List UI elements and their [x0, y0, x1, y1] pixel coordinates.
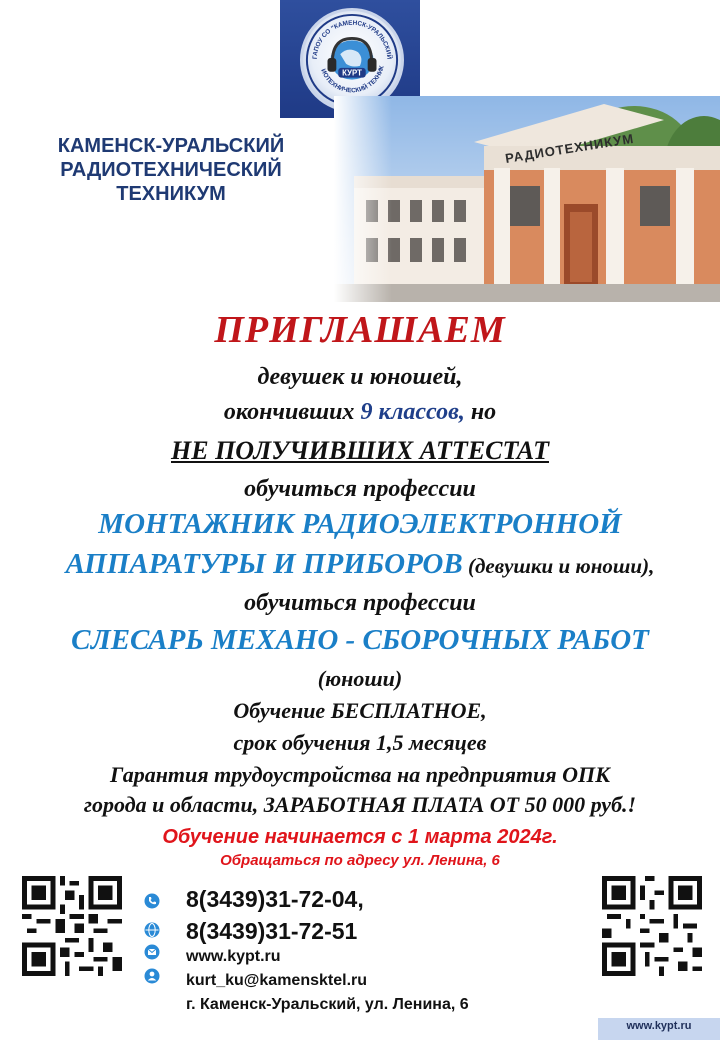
college-name: [16, 134, 326, 206]
email-link[interactable]: kurt_ku@kamensktel.ru: [186, 972, 368, 989]
email-icon: [144, 944, 160, 960]
duration-line: срок обучения 1,5 месяцев: [233, 730, 487, 755]
grade-line-part-3: но: [464, 399, 497, 425]
postal-address: г. Каменск-Уральский, ул. Ленина, 6: [186, 996, 469, 1013]
employment-line: Гарантия трудоустройства на предприятия ОПК: [109, 762, 611, 787]
start-date: Обучение начинается с 1 марта 2024г.: [162, 826, 558, 848]
study-profession-line-1: обучиться профессии: [244, 476, 476, 502]
free-training-line: Обучение БЕСПЛАТНОЕ,: [233, 698, 487, 723]
profession-1-note: (девушки и юноши),: [462, 554, 655, 578]
college-name-line-2: РАДИОТЕХНИЧЕСКИЙ: [60, 159, 282, 181]
no-certificate-line: НЕ ПОЛУЧИВШИХ АТТЕСТАТ: [171, 436, 549, 465]
profession-2-note: (юноши): [317, 666, 403, 691]
invite-heading: ПРИГЛАШАЕМ: [214, 309, 506, 351]
college-building-photo: [334, 96, 720, 302]
college-name-line-1: КАМЕНСК-УРАЛЬСКИЙ: [57, 135, 285, 157]
profession-2-title: СЛЕСАРЬ МЕХАНО - СБОРОЧНЫХ РАБОТ: [71, 624, 649, 656]
grade-highlight: 9 классов,: [360, 399, 465, 425]
profession-1-title-end: АППАРАТУРЫ И ПРИБОРОВ: [65, 548, 463, 580]
qr-code-left[interactable]: [22, 876, 122, 976]
logo-ring-text-top: ГАПОУ СО "КАМЕНСК-УРАЛЬСКИЙ: [311, 19, 393, 60]
study-profession-line-2: обучиться профессии: [244, 590, 476, 616]
phone-icon: [144, 893, 160, 909]
website-link[interactable]: www.kypt.ru: [186, 948, 281, 965]
globe-icon: [144, 922, 160, 938]
address-note: Обращаться по адресу ул. Ленина, 6: [220, 852, 500, 869]
profession-1-line-2: [0, 548, 720, 581]
logo-ring-text-bottom: ИОТЕХНИЧЕСКИЙ ТЕХНИК: [319, 64, 386, 95]
qr-code-right[interactable]: [602, 876, 702, 976]
phone-number-2[interactable]: 8(3439)31-72-51: [186, 918, 358, 944]
profession-1-line-1: МОНТАЖНИК РАДИОЭЛЕКТРОННОЙ: [98, 508, 622, 540]
grade-line-part-1: окончивших: [223, 399, 361, 425]
phone-number-1[interactable]: 8(3439)31-72-04,: [186, 886, 364, 912]
college-name-line-3: ТЕХНИКУМ: [116, 183, 226, 205]
audience-line: девушек и юношей,: [257, 364, 463, 390]
logo-center-text: КУРТ: [342, 68, 362, 78]
grade-line: [0, 399, 720, 426]
user-icon: [144, 968, 160, 984]
footer-website-link[interactable]: www.kypt.ru: [626, 1020, 692, 1032]
salary-line: города и области, ЗАРАБОТНАЯ ПЛАТА ОТ 50 000 руб.!: [83, 792, 637, 817]
